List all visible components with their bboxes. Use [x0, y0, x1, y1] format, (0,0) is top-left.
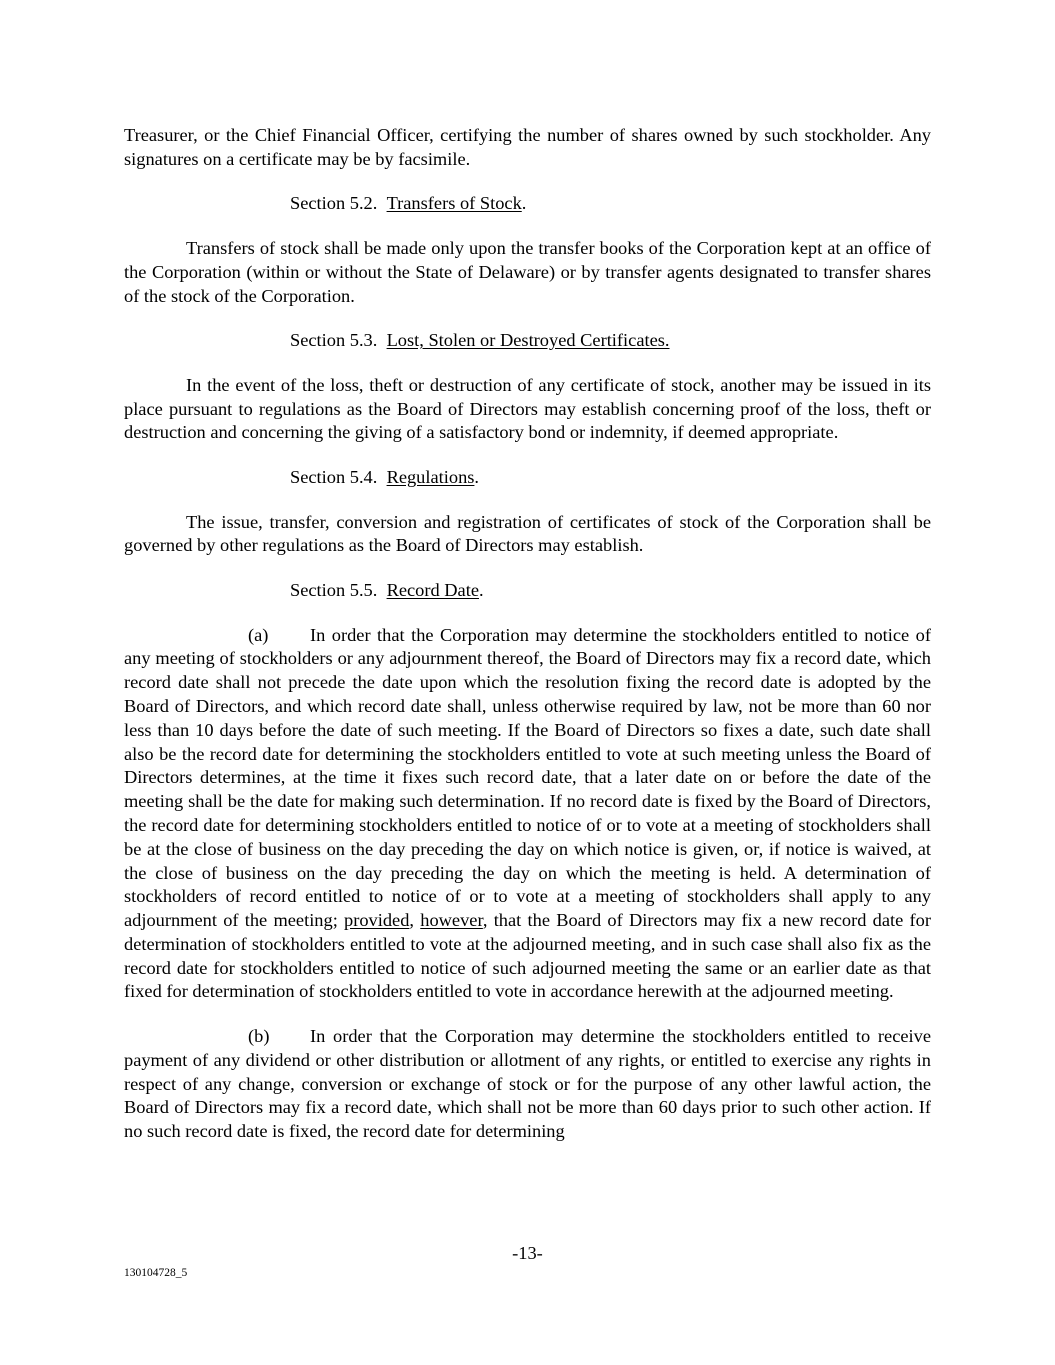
section-title: Record Date	[386, 579, 479, 600]
section-heading-5-2: Section 5.2. Transfers of Stock.	[290, 193, 527, 214]
however-term: however	[420, 910, 483, 931]
subsection-label: (a)	[248, 624, 269, 645]
section-heading-5-4: Section 5.4. Regulations.	[290, 466, 480, 487]
document-page	[124, 124, 931, 1144]
provided-term: provided	[344, 910, 410, 931]
section-heading-5-3	[124, 329, 931, 353]
intro-paragraph: Treasurer, or the Chief Financial Officer, certifying the number of shares owned by such stockholder. Any signatures on a certificate may be by facsimile.	[124, 125, 931, 169]
section-heading-5-5: Section 5.5. Record Date.	[290, 579, 484, 600]
subsection-b: (b) In order that the Corporation may determine the stockholders entitled to receive payment of any dividend or other distribution or allotment of any rights, or entitled to exercise any rights in respect of any change, conversion or exchange of stock or for the purpose of any other lawful action, the Board of Directors may fix a record date, which shall not be more than 60 days prior to such other action. If no such record date is fixed, the record date for determining	[124, 1026, 931, 1142]
section-number: Section 5.4.	[290, 466, 378, 487]
section-number: Section 5.3.	[290, 330, 378, 351]
section-number: Section 5.5.	[290, 579, 378, 600]
document-id: 130104728_5	[124, 1267, 188, 1279]
section-number: Section 5.2.	[290, 193, 378, 214]
section-title: Regulations	[386, 466, 475, 487]
section-title: Transfers of Stock	[386, 193, 522, 214]
section-body-5-4: The issue, transfer, conversion and registration of certificates of stock of the Corporation shall be governed by other regulations as the Board of Directors may establish.	[124, 511, 931, 556]
section-title: Lost, Stolen or Destroyed Certificates.	[386, 330, 670, 351]
subsection-a: (a) In order that the Corporation may determine the stockholders entitled to notice of any meeting of stockholders or any adjournment thereof, the Board of Directors may fix a record date, which record date shall not precede the date upon which the resolution fixing the record date is adopted by the Board of Directors, and which record date shall, unless otherwise required by law, not be more than 60 nor less than 10 days before the date of such meeting. If the Board of Directors so fixes a date, such date shall also be the record date for determining the stockholders entitled to vote at such meeting unless the Board of Directors determines, at the time it fixes such record date, that a later date on or before the date of the meeting shall be the date for making such determination. If no record date is fixed by the Board of Directors, the record date for determining stockholders entitled to notice of or to vote at a meeting of stockholders shall be at the close of business on the day preceding the day on which notice is given, or, if notice is waived, at the close of business on the day preceding the day on which the meeting is held. A determination of stockholders of record entitled to notice of or to vote at a meeting of stockholders shall apply to any adjournment of the meeting; provided, however, that the Board of Directors may fix a new record date for determination of stockholders entitled to vote at the adjourned meeting, and in such case shall also fix as the record date for stockholders entitled to notice of such adjourned meeting the same or an earlier date as that fixed for determination of stockholders entitled to vote in accordance herewith at the adjourned meeting.	[124, 624, 931, 1002]
section-body-5-2: Transfers of stock shall be made only upon the transfer books of the Corporation kept at an office of the Corporation (within or without the State of Delaware) or by transfer agents designated to transfer shares of the stock of the Corporation.	[124, 237, 931, 306]
section-body-5-3: In the event of the loss, theft or destruction of any certificate of stock, another may be issued in its place pursuant to regulations as the Board of Directors may establish concerning proof of the loss, theft or destruction and concerning the giving of a satisfactory bond or indemnity, if deemed appropriate.	[124, 374, 931, 443]
subsection-label: (b)	[248, 1026, 270, 1047]
page-number: -13-	[512, 1243, 543, 1263]
